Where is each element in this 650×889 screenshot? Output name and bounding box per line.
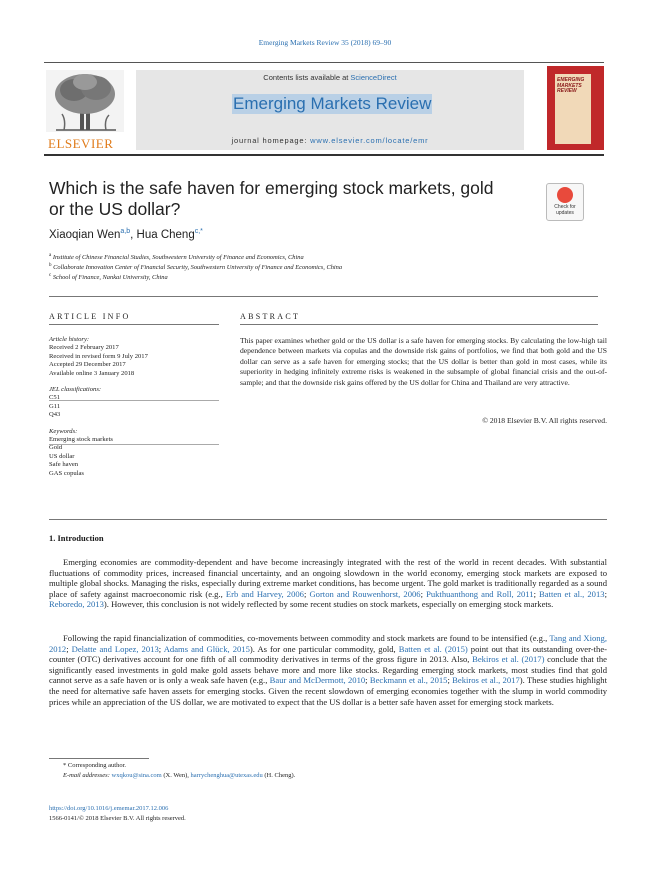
affiliation [49, 253, 304, 261]
citation-link[interactable]: Adams and Glück, 2015 [163, 643, 250, 654]
sciencedirect-link[interactable]: ScienceDirect [350, 73, 397, 82]
citation-link[interactable]: Batten et al. (2015) [398, 643, 468, 654]
email-note [63, 772, 295, 779]
jel-code: Q43 [49, 411, 61, 419]
citation-link[interactable]: Gorton and Rouwenhorst, 2006 [309, 588, 421, 599]
footnote-rule [49, 758, 149, 759]
affiliation-mark: b [49, 263, 52, 268]
section-divider [49, 519, 607, 520]
homepage-link[interactable]: www.elsevier.com/locate/emr [310, 136, 429, 145]
article-info-heading: ARTICLE INFO [49, 312, 131, 321]
history-item: Accepted 29 December 2017 [49, 361, 126, 369]
citation-link[interactable]: Batten et al., 2013 [539, 588, 605, 599]
author-affiliation-marks[interactable]: a,b [120, 228, 131, 235]
paragraph-text: ; [158, 643, 164, 654]
citation-link[interactable]: Reboredo, 2013 [49, 599, 104, 610]
check-for-updates-button[interactable] [546, 183, 584, 221]
citation-link[interactable]: Bekiros et al. (2017) [472, 654, 545, 665]
cover-title: EMERGING MARKETS REVIEW [557, 77, 585, 94]
doi-link[interactable]: https://doi.org/10.1016/j.ememar.2017.12.006 [49, 805, 169, 812]
paragraph-text: ; [447, 675, 453, 686]
keyword: US dollar [49, 452, 75, 460]
keywords-label: Keywords: [49, 427, 78, 435]
jel-label: JEL classifications: [49, 386, 102, 394]
article-info-subrule [49, 444, 219, 445]
article-title: Which is the safe haven for emerging stock markets, gold or the US dollar? [49, 178, 494, 219]
header-top-rule [44, 62, 604, 63]
header-bottom-rule [44, 154, 604, 156]
homepage-line [136, 136, 524, 145]
cover-panel [555, 74, 591, 144]
corresponding-text: Corresponding author. [67, 762, 127, 769]
paragraph-text: ). These studies highlight the need for alternative safe haven assets for emerging stocks. Given the recent slowdown of emerging economies together with the slump in world commodity prices while an appreciation of the US dollar, we are motivated to expect that the US dollar is a better safe haven asset for emerging stock markets. [49, 675, 607, 707]
keyword: Gold [49, 444, 63, 452]
affiliation [49, 273, 168, 281]
history-label: Article history: [49, 336, 90, 343]
paragraph-text: ; [66, 643, 72, 654]
affiliation-mark: c [49, 273, 52, 278]
intro-paragraph-1 [49, 557, 607, 610]
homepage-prefix: journal homepage: [231, 136, 311, 145]
citation-link[interactable]: Pukthuanthong and Roll, 2011 [426, 588, 534, 599]
author-list: Xiaoqian Wen$^{a,b}$, Hua Cheng$^{c,*}$ [49, 228, 203, 241]
citation-link[interactable]: Baur and McDermott, 2010 [269, 675, 366, 686]
article-info-panel [49, 336, 219, 478]
crossmark-icon [557, 187, 573, 203]
paragraph-text: ; [420, 588, 427, 599]
affiliation-text: Collaborate Innovation Center of Financial Security, Southwestern University of Finance and Economics, China [53, 264, 343, 272]
jel-code: G11 [49, 402, 61, 410]
journal-cover-thumbnail[interactable] [547, 66, 604, 150]
author-affiliation-marks[interactable]: c,* [194, 228, 203, 235]
affiliation-text: Institute of Chinese Financial Studies, Southwestern University of Finance and Economics, China [52, 254, 304, 262]
citation-link[interactable]: Erb and Harvey, 2006 [225, 588, 304, 599]
author-name[interactable]: Hua Cheng [136, 228, 195, 241]
keyword: GAS copulas [49, 469, 84, 477]
paragraph-text: conclude that the significantly eased investments in gold make gold assets behave more and more like stocks. Regarding emerging stock markets, most studies find that gold cannot serve as a safe haven or is only a weak safe haven (e.g., [49, 654, 607, 686]
intro-paragraph-2 [49, 633, 607, 707]
email-owner: (X. Wen), [161, 772, 191, 779]
crossmark-label: Check for updates [554, 204, 576, 216]
corresponding-author-note: * Corresponding author. [63, 762, 127, 769]
paragraph-text: ). However, this conclusion is not widely reflected by some recent studies on stock markets, especially on emerging stock markets. [103, 599, 554, 610]
author-name[interactable]: Xiaoqian Wen [49, 228, 121, 241]
introduction-heading: 1. Introduction [49, 533, 104, 543]
affiliation-text: School of Finance, Nankai University, China [52, 274, 168, 282]
article-info-rule [49, 324, 219, 325]
history-item: Available online 3 January 2018 [49, 369, 135, 377]
history-item: Received in revised form 9 July 2017 [49, 352, 148, 360]
email-link[interactable]: wxqkou@sina.com [111, 772, 162, 779]
abstract-rule [240, 324, 598, 325]
citation-link[interactable]: Tang and Xiong, 2012 [49, 633, 607, 654]
paragraph-text: ; [365, 675, 370, 686]
keyword: Safe haven [49, 461, 79, 469]
journal-masthead [136, 70, 524, 150]
keyword: Emerging stock markets [49, 436, 113, 444]
email-link[interactable]: harrychenghua@utexas.edu [190, 772, 263, 779]
publisher-name: ELSEVIER [48, 136, 114, 151]
journal-reference[interactable]: Emerging Markets Review 35 (2018) 69–90 [258, 38, 392, 47]
section-divider [49, 296, 598, 297]
paragraph-text: Following the rapid financialization of commodities, co-movements between commodity and stock markets are found to be intensified (e.g., [63, 633, 550, 643]
affiliation [49, 263, 342, 271]
abstract-heading: ABSTRACT [240, 312, 301, 321]
abstract-copyright: © 2018 Elsevier B.V. All rights reserved. [482, 416, 607, 425]
email-label: E-mail addresses: [63, 772, 112, 779]
paragraph-text: Emerging economies are commodity-dependent and have become increasingly integrated with the rest of the world in recent decades. With substantial fluctuations of commodity prices, increased financial uncertainty, and an ongoing slowdown in the world economy, emerging stock markets are exposed to multiple global shocks. Managing the risks, especially during extreme market conditions, has become urgent. The gold market is traditionally regarded as a sound place of safety against macroeconomic risk (e.g., [49, 557, 607, 599]
paragraph-text: point out that its outstanding over-the-counter (OTC) derivatives account for one fifth of all commodity derivatives in terms of the gross figure in 2013. Also, [49, 643, 608, 665]
paragraph-text: ; [604, 588, 607, 599]
affiliation-mark: a [49, 253, 52, 258]
paragraph-text: ). As for one particular commodity, gold, [249, 643, 399, 654]
paragraph-text: ; [533, 588, 540, 599]
journal-header [44, 62, 604, 154]
issn-line: 1566-0141/© 2018 Elsevier B.V. All rights reserved. [49, 815, 186, 822]
citation-link[interactable]: Beckmann et al., 2015 [369, 675, 448, 686]
journal-title[interactable]: Emerging Markets Review [233, 94, 432, 113]
contents-line [136, 73, 524, 82]
jel-code: C51 [49, 394, 60, 402]
citation-link[interactable]: Bekiros et al., 2017 [452, 675, 520, 686]
paragraph-text: ; [303, 588, 310, 599]
history-item: Received 2 February 2017 [49, 344, 119, 352]
abstract-text: This paper examines whether gold or the US dollar is a safe haven for emerging stocks. By calculating the low-high tail dependence between markets via copulas and the downside risk gains of portfolios, we find that both gold and the US dollar can serve as a safe haven for emerging stocks; that the US dollar is better than gold in most cases, while its superiority in hedging infinitely extreme risks is weakened in the subsample of global financial crisis and the out-of-sample; and that the downside risk gains offered by the US dollar for China and Thailand are very attractive. [240, 336, 607, 387]
citation-link[interactable]: Delatte and Lopez, 2013 [71, 643, 159, 654]
contents-prefix: Contents lists available at [263, 73, 351, 82]
email-owner: (H. Cheng). [262, 772, 296, 779]
article-info-subrule [49, 400, 219, 401]
